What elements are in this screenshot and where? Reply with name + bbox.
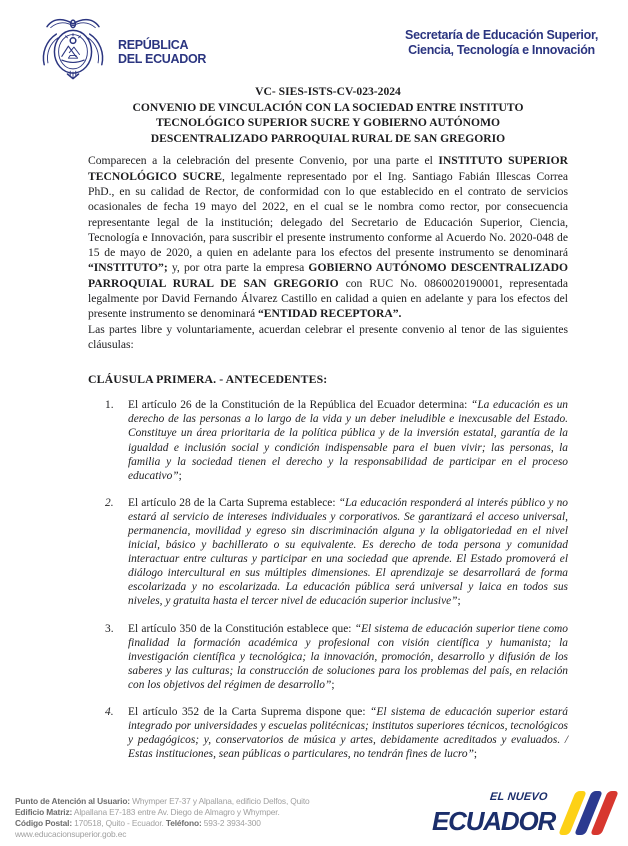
ecuador-text: ECUADOR xyxy=(432,806,556,836)
antecedents-list xyxy=(88,398,568,761)
agreement-paragraph: Las partes libre y voluntariamente, acuerdan celebrar el presente convenio al tenor de las siguientes cláusulas: xyxy=(88,322,568,351)
list-item-number: 2. xyxy=(105,496,114,509)
document-title xyxy=(88,84,568,146)
footer-postal-phone-line: Código Postal: 170518, Quito - Ecuador. Teléfono: 593-2 3934-300 xyxy=(15,818,261,828)
footer-contact-info xyxy=(15,796,310,840)
document-title-line-2: TECNOLÓGICO SUPERIOR SUCRE Y GOBIERNO AUTÓNOMO xyxy=(155,116,501,130)
secretary-line-2: Ciencia, Tecnología e Innovación xyxy=(408,43,595,57)
secretary-title xyxy=(405,28,598,58)
footer-matriz-line: Edificio Matriz: Alpallana E7-183 entre Av. Diego de Almagro y Whymper. xyxy=(15,807,280,817)
el-nuevo-ecuador-logo xyxy=(432,790,612,838)
list-item xyxy=(88,496,568,609)
list-item xyxy=(88,398,568,483)
list-item-number: 3. xyxy=(105,622,114,635)
list-item-number: 4. xyxy=(105,706,114,719)
brand-republica-del-ecuador xyxy=(118,38,206,66)
list-item xyxy=(88,622,568,692)
list-item-text: El artículo 350 de la Constitución establece que: “El sistema de educación superior tiene como finalidad la formación académica y profesional con visión científica y humanista; la investigación científica y tecnológica; la innovación, promoción, desarrollo y difusión de los saberes y las culturas; la construcción de soluciones para los problemas del país, en relación con los objetivos del régimen de desarrollo”; xyxy=(128,622,568,691)
brand-line-2: DEL ECUADOR xyxy=(118,52,207,66)
clause-heading: CLÁUSULA PRIMERA. - ANTECEDENTES: xyxy=(88,372,328,387)
list-item-text: El artículo 352 de la Carta Suprema dispone que: “El sistema de educación superior estará integrado por universidades y escuelas politécnicas; institutos superiores técnicos, tecnológicos y pedagógicos; y, conservatorios de música y artes, debidamente acreditados y evaluados. / Estas instituciones, sean públicas o particulares, no tendrán fines de lucro”; xyxy=(128,706,568,761)
document-code: VC- SIES-ISTS-CV-023-2024 xyxy=(255,85,401,98)
secretary-line-1: Secretaría de Educación Superior, xyxy=(405,28,598,42)
document-title-line-3: DESCENTRALIZADO PARROQUIAL RURAL DE SAN GREGORIO xyxy=(150,131,506,145)
document-title-line-1: CONVENIO DE VINCULACIÓN CON LA SOCIEDAD ENTRE INSTITUTO xyxy=(132,100,524,114)
brand-line-1: REPÚBLICA xyxy=(118,38,189,52)
tricolor-stripes-icon xyxy=(567,791,610,837)
document-body xyxy=(88,84,568,774)
list-item xyxy=(88,705,568,761)
intro-paragraph: Comparecen a la celebración del presente Convenio, por una parte el INSTITUTO SUPERIOR TECNOLÓGICO SUCRE, legalmente representado por el Ing. Santiago Fabián Illescas Correa PhD., en su calidad de Rector, de conformidad con lo que establecido en el contrato de servicios ocasionales de fecha 19 mayo del 2022, en el cual se le nombra como rector, por consecuencia representante legal de la institución; delegado del Secretario de Educación Superior, Ciencia, Tecnología e Innovación, para suscribir el presente instrumento conforme al Acuerdo No. 2020-048 de 15 de mayo de 2020, a quien en adelante para los efectos del presente instrumento se denominará “INSTITUTO”; y, por otra parte la empresa GOBIERNO AUTÓNOMO DESCENTRALIZADO PARROQUIAL RURAL DE SAN GREGORIO con RUC No. 0860020190001, representada legalmente por David Fernando Álvarez Castillo en calidad a quien en adelante y para los efectos del presente instrumento se denominará “ENTIDAD RECEPTORA”. xyxy=(88,154,568,321)
footer-attention-line: Punto de Atención al Usuario: Whymper E7-37 y Alpallana, edificio Delfos, Quito xyxy=(15,796,310,806)
el-nuevo-text: EL NUEVO xyxy=(489,791,549,803)
list-item-text: El artículo 28 de la Carta Suprema establece: “La educación responderá al interés público y no estará al servicio de intereses individuales y corporativos. Se garantizará el acceso universal, permanencia, movilidad y egreso sin discriminación alguna y la obligatoriedad en el nivel inicial, básico y bachillerato o su equivalente. Es derecho de toda persona y comunidad interactuar entre culturas y participar en una sociedad que aprende. El Estado promoverá el diálogo intercultural en sus múltiples dimensiones. El aprendizaje se desarrollará de forma escolarizada y no escolarizada. La educación pública será universal y laica en todos sus niveles, y gratuita hasta el tercer nivel de educación superior inclusive”; xyxy=(128,496,569,608)
ecuador-coat-of-arms-icon xyxy=(34,12,112,89)
footer-website: www.educacionsuperior.gob.ec xyxy=(15,829,127,839)
list-item-number: 1. xyxy=(105,399,114,412)
list-item-text: El artículo 26 de la Constitución de la República del Ecuador determina: “La educación es un derecho de las personas a lo largo de la vida y un deber ineludible e inexcusable del Estado. Constituye un área prioritaria de la política pública y de la inversión estatal, garantía de la igualdad e inclusión social y condición indispensable para el buen vivir; las personas, la familia y la sociedad tienen el derecho y la responsabilidad de participar en el proceso educativo”; xyxy=(128,399,568,482)
document-header xyxy=(34,10,598,82)
